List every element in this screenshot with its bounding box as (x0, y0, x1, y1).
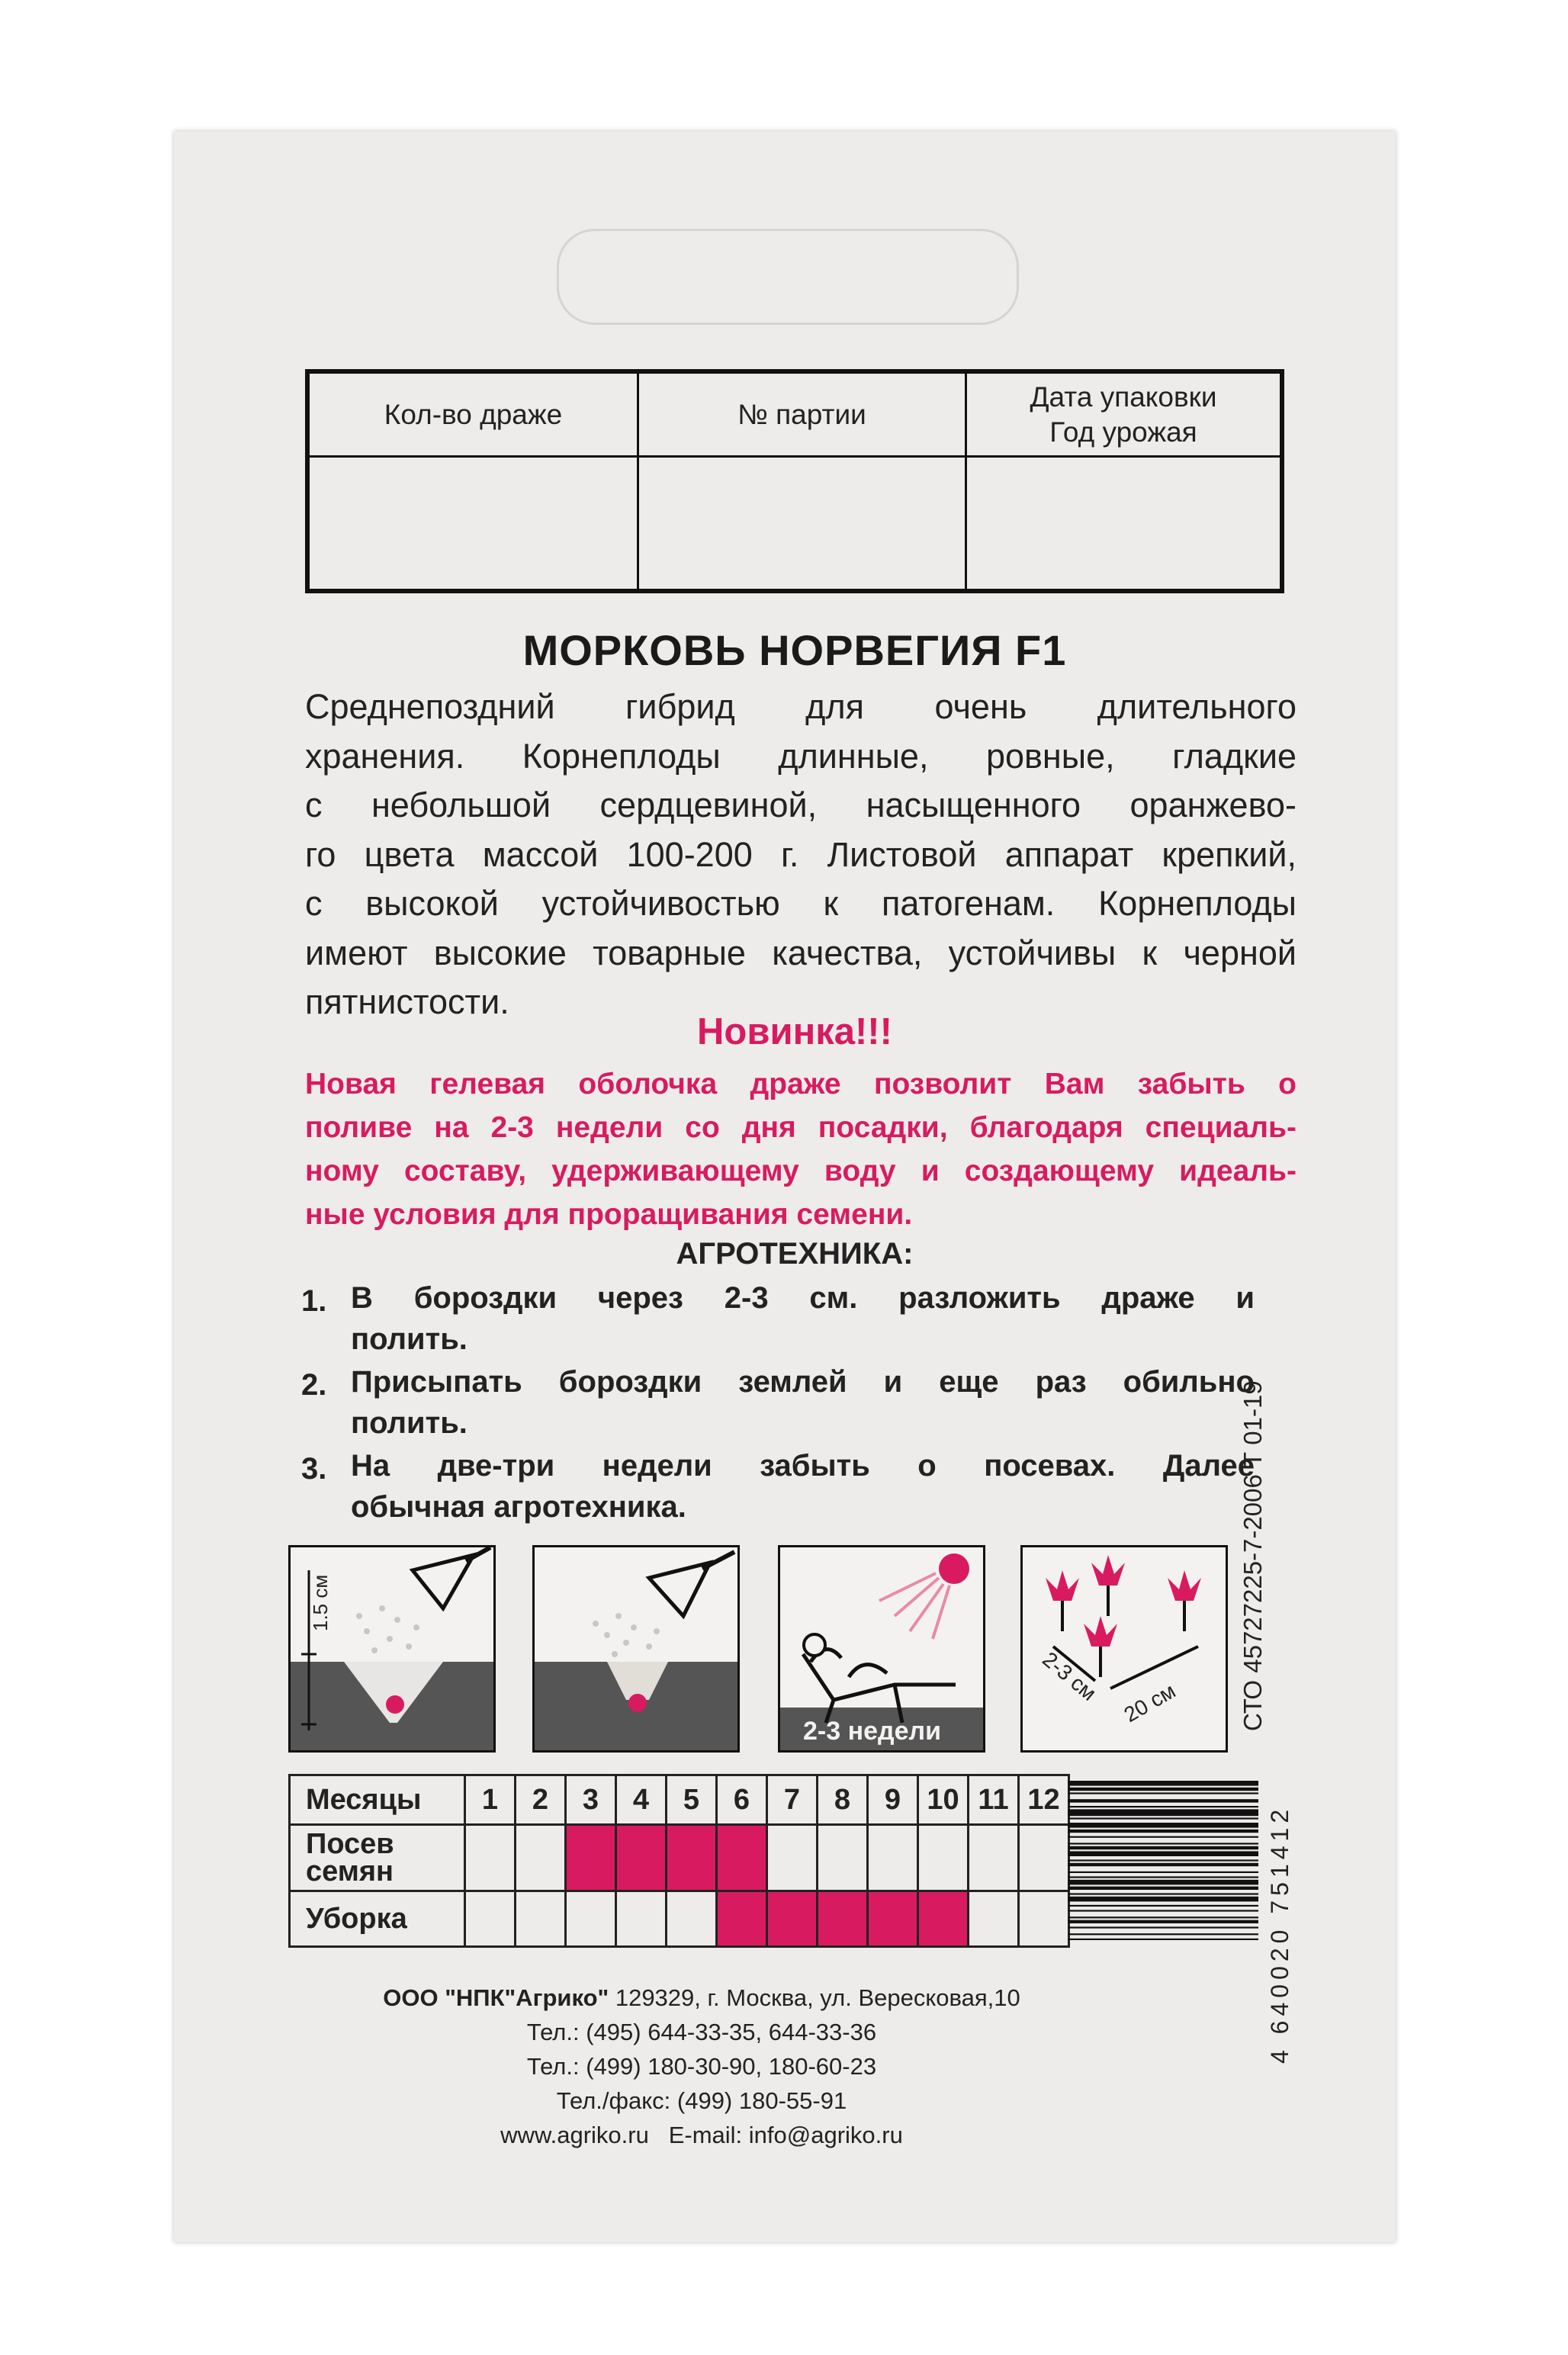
calendar-cell (918, 1891, 969, 1947)
month-cell: 2 (516, 1775, 566, 1825)
spacing-col-label: 20 см (1120, 1679, 1180, 1727)
novelty-line: ные условия для проращивания семени. (305, 1198, 913, 1231)
barcode-bar (1068, 1905, 1258, 1907)
month-cell: 3 (566, 1775, 616, 1825)
calendar-cell (566, 1891, 616, 1947)
barcode-bar (1068, 1933, 1258, 1935)
step-text: В бороздки через 2-3 см. разложить драже и (351, 1281, 1255, 1315)
stamp-cell-quantity (310, 458, 639, 589)
website-link[interactable]: www.agriko.ru (500, 2122, 649, 2148)
calendar-cell (616, 1891, 667, 1947)
calendar-cell (465, 1891, 516, 1947)
calendar-cell (566, 1825, 616, 1891)
calendar-cell (868, 1891, 918, 1947)
calendar-months-label: Месяцы (290, 1775, 465, 1825)
company-footer (320, 1981, 1083, 2152)
barcode-bar (1068, 1916, 1258, 1918)
calendar-cell (667, 1825, 717, 1891)
calendar-cell (1019, 1825, 1069, 1891)
description-line: с небольшой сердцевиной, насыщенного оранжево- (305, 786, 1296, 824)
calendar-cell (1019, 1891, 1069, 1947)
calendar-harvest-row (290, 1891, 1069, 1947)
calendar-month-row (290, 1775, 1069, 1825)
novelty-heading: Новинка!!! (697, 1011, 892, 1052)
calendar-cell (918, 1825, 969, 1891)
calendar-cell (818, 1825, 868, 1891)
novelty-line: поливе на 2-3 недели со дня посадки, благодаря специаль- (305, 1111, 1296, 1144)
barcode-bar (1068, 1910, 1258, 1911)
rest-icon (778, 1545, 985, 1753)
calendar-cell (969, 1891, 1019, 1947)
step-number: 2. (301, 1368, 327, 1402)
barcode-bar (1068, 1939, 1258, 1940)
step-number: 3. (301, 1452, 327, 1486)
description-line: с высокой устойчивостью к патогенам. Корнеплоды (305, 884, 1296, 923)
footer-address-line (320, 1981, 1083, 2015)
calendar-cell (667, 1891, 717, 1947)
step-text: полить. (351, 1322, 468, 1356)
novelty-line: ному составу, удерживающему воду и создающему идеаль- (305, 1155, 1296, 1187)
calendar-cell (465, 1825, 516, 1891)
fax-line: Тел./факс: (499) 180-55-91 (556, 2087, 847, 2114)
stamp-cell-batch (639, 458, 967, 589)
barcode-bar (1068, 1859, 1258, 1861)
calendar-cell (516, 1891, 566, 1947)
step-item (301, 1445, 1255, 1528)
stamp-year-label: Год урожая (1049, 416, 1197, 448)
calendar-sowing-row (290, 1825, 1069, 1891)
step-item (301, 1361, 1255, 1444)
novelty-line: Новая гелевая оболочка драже позволит Вам забыть о (305, 1068, 1296, 1100)
barcode-bar (1068, 1920, 1258, 1923)
sowing-label-line: Посев (306, 1828, 394, 1860)
barcode-bar (1068, 1926, 1258, 1928)
barcode-bar (1068, 1823, 1258, 1828)
month-cell: 5 (667, 1775, 717, 1825)
spacing-icon (1020, 1545, 1228, 1753)
agrotechnics-heading: АГРОТЕХНИКА: (676, 1237, 914, 1271)
barcode-bar (1068, 1788, 1258, 1791)
step-text: обычная агротехника. (351, 1490, 686, 1524)
sowing-depth-icon (288, 1545, 496, 1753)
email-link[interactable]: E-mail: info@agriko.ru (668, 2122, 903, 2148)
product-description (305, 683, 1296, 1027)
calendar-cell (868, 1825, 918, 1891)
calendar-cell (767, 1825, 818, 1891)
step-text: Присыпать бороздки землей и еще раз обильно (351, 1365, 1255, 1399)
month-cell: 12 (1019, 1775, 1069, 1825)
stamp-date-label: Дата упаковки (1030, 381, 1217, 413)
description-line: пятнистости. (305, 982, 509, 1021)
description-line: го цвета массой 100-200 г. Листовой аппарат крепкий, (305, 834, 1296, 874)
barcode-bar (1068, 1792, 1258, 1794)
stamp-cell-date (967, 458, 1280, 589)
month-cell: 9 (868, 1775, 918, 1825)
novelty-text (305, 1062, 1296, 1236)
rest-label: 2-3 недели (803, 1717, 942, 1746)
month-cell: 1 (465, 1775, 516, 1825)
agrotechnics-steps (301, 1277, 1255, 1529)
barcode-number-text: 4 640020 751412 (1266, 1804, 1293, 2064)
sowing-label (290, 1825, 465, 1891)
description-line: имеют высокие товарные качества, устойчивы к черной (305, 933, 1296, 972)
calendar-cell (767, 1891, 818, 1947)
calendar-cell (717, 1891, 767, 1947)
barcode-bar (1068, 1817, 1258, 1819)
barcode-bar (1068, 1887, 1258, 1890)
barcode-bar (1068, 1781, 1258, 1786)
month-cell: 7 (767, 1775, 818, 1825)
stamp-header-quantity: Кол-во драже (310, 374, 639, 458)
sowing-calendar (288, 1774, 1070, 1948)
barcode-bar (1068, 1876, 1258, 1878)
spacing-row-label: 2-3 см (1038, 1647, 1101, 1705)
month-cell: 6 (717, 1775, 767, 1825)
barcode-bar (1068, 1830, 1258, 1833)
barcode-bar (1068, 1843, 1258, 1844)
barcode-bar (1068, 1863, 1258, 1866)
hang-slot (557, 229, 1019, 325)
barcode-bar (1068, 1799, 1258, 1802)
step-text: На две-три недели забыть о посевах. Далее (351, 1449, 1255, 1483)
stamp-header-batch: № партии (639, 374, 967, 458)
barcode-bar (1068, 1806, 1258, 1807)
stamp-header-date (967, 374, 1280, 458)
barcode-bar (1068, 1846, 1258, 1849)
calendar-cell (516, 1825, 566, 1891)
month-cell: 10 (918, 1775, 969, 1825)
month-cell: 8 (818, 1775, 868, 1825)
barcode-image (1068, 1779, 1258, 2069)
barcode-bar (1068, 1851, 1258, 1856)
calendar-cell (717, 1825, 767, 1891)
phone-line: Тел.: (495) 644-33-35, 644-33-36 (526, 2019, 877, 2045)
depth-label: 1.5 см (309, 1574, 332, 1631)
phone-line: Тел.: (499) 180-30-90, 180-60-23 (526, 2053, 877, 2080)
watering-icon (532, 1545, 740, 1753)
step-number: 1. (301, 1284, 327, 1318)
month-cell: 4 (616, 1775, 667, 1825)
month-cell: 11 (969, 1775, 1019, 1825)
calendar-cell (616, 1825, 667, 1891)
barcode-bar (1068, 1809, 1258, 1816)
batch-stamp-table (305, 369, 1284, 593)
barcode-bar (1068, 1897, 1258, 1902)
step-item (301, 1277, 1255, 1360)
barcode-bar (1068, 1871, 1258, 1873)
sowing-label-line: семян (306, 1855, 394, 1888)
company-name: ООО "НПК"Агрико" (383, 1984, 609, 2011)
footer-contacts (320, 2118, 1083, 2152)
barcode-bar (1068, 1893, 1258, 1894)
calendar-cell (969, 1825, 1019, 1891)
description-line: Среднепоздний гибрид для очень длительного (305, 687, 1296, 726)
company-address: 129329, г. Москва, ул. Вересковая,10 (609, 1984, 1020, 2011)
harvest-label: Уборка (290, 1891, 465, 1947)
description-line: хранения. Корнеплоды длинные, ровные, гладкие (305, 736, 1296, 776)
product-title: МОРКОВЬ НОРВЕГИЯ F1 (522, 626, 1067, 674)
barcode-bar (1068, 1836, 1258, 1838)
step-text: полить. (351, 1406, 468, 1440)
standard-code-text: СТО 45727225-7-2006 Т 01-19 (1239, 1380, 1267, 1731)
calendar-cell (818, 1891, 868, 1947)
barcode-bar (1068, 1880, 1258, 1885)
